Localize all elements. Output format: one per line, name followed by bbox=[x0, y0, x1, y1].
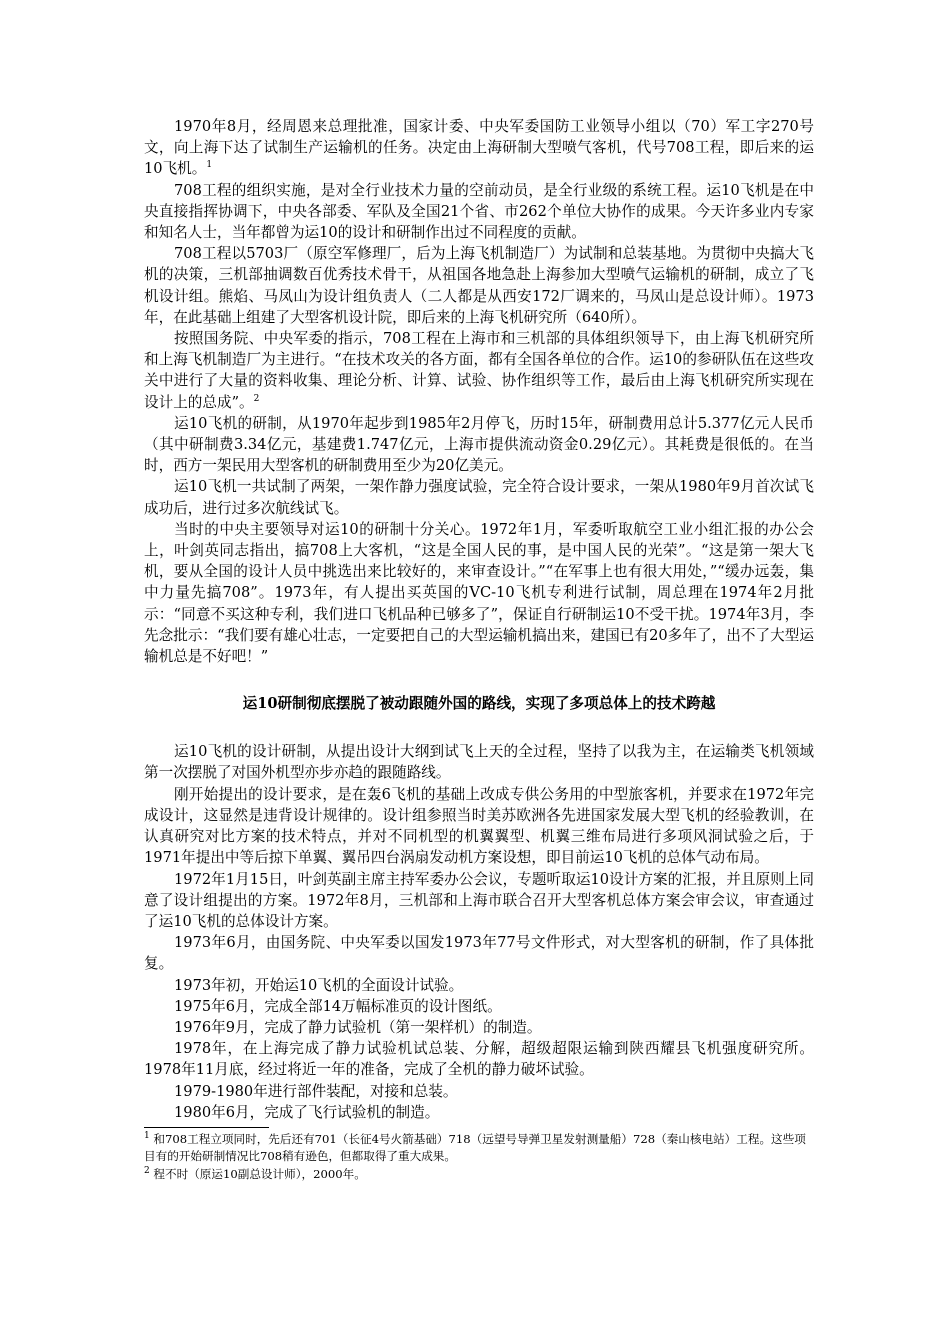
body-paragraph: 1976年9月，完成了静力试验机（第一架样机）的制造。 bbox=[174, 1018, 542, 1036]
footnote-mark: 1 bbox=[144, 1131, 150, 1142]
body-paragraph: 按照国务院、中央军委的指示，708工程在上海市和三机部的具体组织领导下，由上海飞机研究所和上海飞机制造厂为主进行。“在技术攻关的各方面，都有全国各单位的合作。运10的参研队伍在这些攻关中进行了大量的资料收集、理论分析、计算、试验、协作组织等工作，最后由上海飞机研究所实现在设计上的总成”。$^2$ bbox=[144, 330, 814, 411]
footnote: $^2$ 程不时（原运10副总设计师），2000年。 bbox=[144, 1165, 366, 1181]
body-paragraph: 1970年8月，经周恩来总理批准，国家计委、中央军委国防工业领导小组以（70）军工字270号文，向上海下达了试制生产运输机的任务。决定由上海研制大型喷气客机，代号708工程，即后来的运10飞机。$^1$ bbox=[144, 118, 814, 178]
section-heading: 运10研制彻底摆脱了被动跟随外国的路线，实现了多项总体上的技术跨越 bbox=[242, 695, 716, 713]
document-page bbox=[144, 116, 814, 1183]
body-paragraph: 运10飞机一共试制了两架，一架作静力强度试验，完全符合设计要求，一架从1980年9月首次试飞成功后，进行过多次航线试飞。 bbox=[144, 478, 814, 517]
footnote-mark: 2 bbox=[144, 1165, 150, 1176]
body-paragraph: 1975年6月，完成全部14万幅标准页的设计图纸。 bbox=[174, 997, 502, 1015]
body-paragraph: 708工程以5703厂（原空军修理厂，后为上海飞机制造厂）为试制和总装基地。为贯彻中央搞大飞机的决策，三机部抽调数百优秀技术骨干，从祖国各地急赴上海参加大型喷气运输机的研制，成立了飞机设计组。熊焰、马凤山为设计组负责人（二人都是从西安172厂调来的，马凤山是总设计师）。1973年，在此基础上组建了大型客机设计院，即后来的上海飞机研究所（640所）。 bbox=[144, 245, 814, 326]
body-paragraph: 708工程的组织实施，是对全行业技术力量的空前动员，是全行业级的系统工程。运10飞机是在中央直接指挥协调下，中央各部委、军队及全国21个省、市262个单位大协作的成果。今天许多业内专家和知名人士，当年都曾为运10的设计和研制作出过不同程度的贡献。 bbox=[144, 181, 814, 242]
body-paragraph: 1972年1月15日，叶剑英副主席主持军委办公会议，专题听取运10设计方案的汇报，并且原则上同意了设计组提出的方案。1972年8月，三机部和上海市联合召开大型客机总体方案会审会议，审查通过了运10飞机的总体设计方案。 bbox=[144, 870, 814, 930]
body-paragraph: 1979-1980年进行部件装配，对接和总装。 bbox=[174, 1082, 458, 1100]
body-paragraph: 当时的中央主要领导对运10的研制十分关心。1972年1月，军委听取航空工业小组汇报的办公会上，叶剑英同志指出，搞708上大客机，“这是全国人民的事，是中国人民的光荣”。“这是第一架大飞机，要从全国的设计人员中挑选出来比较好的，来审查设计。”“在军事上也有很大用处，”“缓办远轰，集中力量先搞708”。1973年，有人提出买英国的VC-10飞机专利进行试制，周总理在1974年2月批示：“同意不买这种专利，我们进口飞机品种已够多了”，保证自行研制运10不受干扰。1974年3月，李先念批示：“我们要有雄心壮志，一定要把自己的大型运输机搞出来，建国已有20多年了，出不了大型运输机总是不好吧！” bbox=[144, 520, 814, 666]
body-paragraph: 1980年6月，完成了飞行试验机的制造。 bbox=[174, 1103, 440, 1121]
footnote-divider bbox=[144, 1127, 269, 1128]
body-paragraph: 运10飞机的设计研制，从提出设计大纲到试飞上天的全过程，坚持了以我为主，在运输类飞机领域第一次摆脱了对国外机型亦步亦趋的跟随路线。 bbox=[144, 743, 814, 782]
footnote-ref[interactable]: 2 bbox=[253, 393, 260, 404]
footnote: $^1$ 和708工程立项同时，先后还有701（长征4号火箭基础）718（远望号导弹卫星发射测量船）728（秦山核电站）工程。这些项目有的开始研制情况比708稍有逊色，但都取得了重大成果。 bbox=[144, 1131, 806, 1164]
body-paragraph: 1978年，在上海完成了静力试验机试总装、分解，超级超限运输到陕西耀县飞机强度研究所。1978年11月底，经过将近一年的准备，完成了全机的静力破坏试验。 bbox=[144, 1040, 814, 1079]
body-paragraph: 刚开始提出的设计要求，是在轰6飞机的基础上改成专供公务用的中型旅客机，并要求在1972年完成设计，这显然是违背设计规律的。设计组参照当时美苏欧洲各先进国家发展大型飞机的经验教训，在认真研究对比方案的技术特点，并对不同机型的机翼翼型、机翼三维布局进行多项风洞试验之后，于1971年提出中等后掠下单翼、翼吊四台涡扇发动机方案设想，即目前运10飞机的总体气动布局。 bbox=[144, 785, 814, 867]
footnote-ref[interactable]: 1 bbox=[206, 160, 213, 171]
body-paragraph: 1973年6月，由国务院、中央军委以国发1973年77号文件形式，对大型客机的研制，作了具体批复。 bbox=[144, 934, 814, 973]
body-paragraph: 运10飞机的研制，从1970年起步到1985年2月停飞，历时15年，研制费用总计5.377亿元人民币（其中研制费3.34亿元，基建费1.747亿元，上海市提供流动资金0.29亿元）。其耗费是很低的。在当时，西方一架民用大型客机的研制费用至少为20亿美元。 bbox=[144, 414, 814, 475]
body-paragraph: 1973年初，开始运10飞机的全面设计试验。 bbox=[174, 976, 464, 994]
